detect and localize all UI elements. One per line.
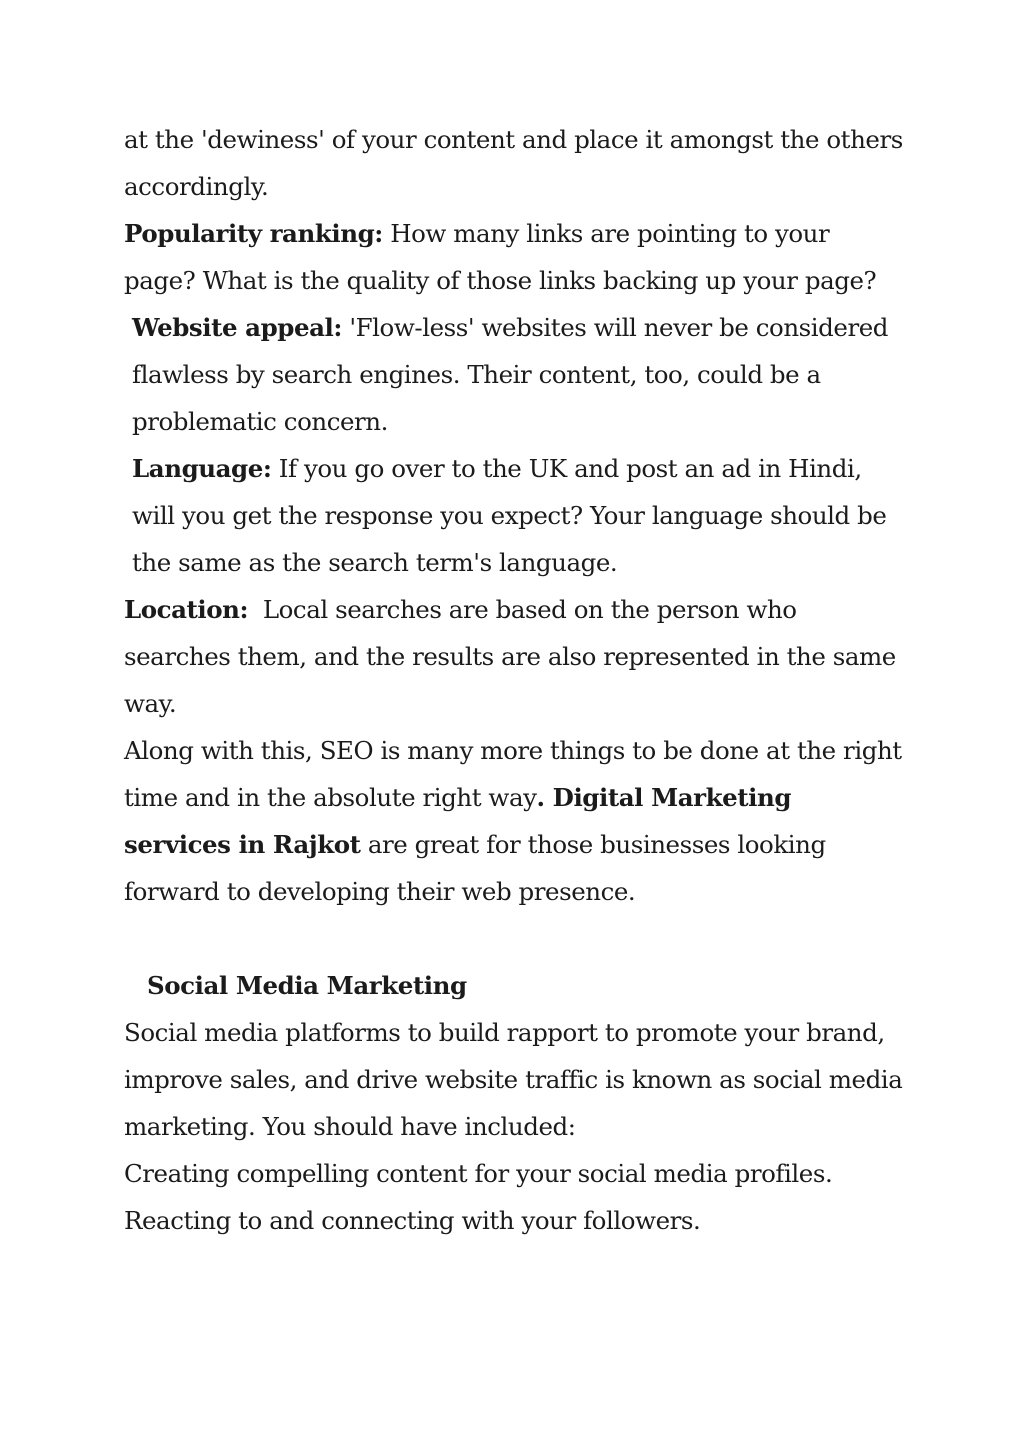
along-paragraph xyxy=(124,727,904,915)
smm-item-2: Reacting to and connecting with your followers. xyxy=(124,1206,701,1235)
along-text-before: Along with this, SEO is many more things to be done at the right time and in the absolute right way xyxy=(124,736,902,812)
location-paragraph xyxy=(124,586,904,727)
appeal-text: 'Flow-less' websites will never be considered flawless by search engines. Their content, too, could be a problematic concern. xyxy=(132,313,889,436)
along-bold-link-text: . Digital Marketing services in Rajkot xyxy=(124,783,792,859)
smm-item-1: Creating compelling content for your social media profiles. xyxy=(124,1159,833,1188)
along-text-after: are great for those businesses looking forward to developing their web presence. xyxy=(124,830,826,906)
section-heading: Social Media Marketing xyxy=(147,971,467,1000)
intro-paragraph: at the 'dewiness' of your content and place it amongst the others accordingly. xyxy=(124,125,903,201)
appeal-paragraph xyxy=(124,304,904,445)
language-text: If you go over to the UK and post an ad in Hindi, will you get the response you expect? Your language should be the same as the search term's language. xyxy=(132,454,887,577)
language-label: Language: xyxy=(132,454,272,483)
popularity-text: How many links are pointing to your page? What is the quality of those links backing up your page? xyxy=(124,219,877,295)
popularity-paragraph xyxy=(124,210,904,304)
location-text: Local searches are based on the person who searches them, and the results are also represented in the same way. xyxy=(124,595,904,718)
section-gap xyxy=(124,915,904,962)
popularity-label: Popularity ranking: xyxy=(124,219,383,248)
appeal-label: Website appeal: xyxy=(132,313,342,342)
location-label: Location: xyxy=(124,595,249,624)
language-paragraph xyxy=(124,445,904,586)
document-page xyxy=(124,116,904,1244)
smm-intro-paragraph: Social media platforms to build rapport to promote your brand, improve sales, and drive website traffic is known as social media marketing. You should have included: xyxy=(124,1018,903,1141)
